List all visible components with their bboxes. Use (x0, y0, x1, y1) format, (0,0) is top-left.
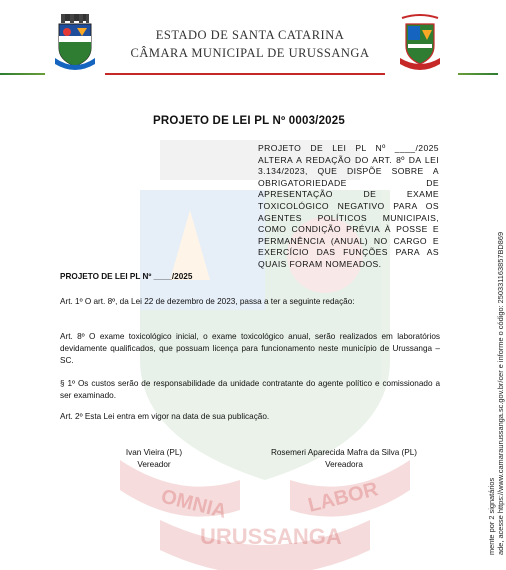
paragraph-1: § 1º Os custos serão de responsabilidade da unidade contratante do agente político e comissionado a ser examinado. (60, 379, 440, 400)
state-name: ESTADO DE SANTA CATARINA (155, 28, 345, 42)
signature-block-2 (262, 447, 426, 470)
signature-block-1 (112, 447, 196, 470)
article-2: Art. 2º Esta Lei entra em vigor na data de sua publicação. (60, 412, 270, 421)
watermark-ribbon-left: OMNIA (158, 485, 229, 523)
signatory-name: Ivan Vieira (PL) (125, 448, 183, 457)
municipal-coat-of-arms-logo (55, 14, 95, 70)
document-title: PROJETO DE LEI PL Nº 0003/2025 (153, 115, 345, 127)
watermark-ribbon-bottom: URUSSANGA (200, 524, 342, 549)
header-rule-right (458, 73, 498, 75)
legislative-seal-logo (396, 14, 444, 72)
letterhead-title (120, 28, 380, 61)
letterhead (0, 0, 498, 78)
signatory-name: Rosemeri Aparecida Mafra da Silva (PL) (270, 448, 418, 457)
header-rule-center (105, 73, 385, 75)
chamber-name: CÂMARA MUNICIPAL DE URUSSANGA (130, 46, 370, 60)
watermark-ribbon-right: LABOR (305, 478, 381, 517)
header-rule-left (0, 73, 45, 75)
bill-subheading: PROJETO DE LEI PL Nº ____/2025 (60, 272, 193, 281)
article-1: Art. 1º O art. 8º, da Lei 22 de dezembro de 2023, passa a ter a seguinte redação: (60, 297, 355, 306)
signatory-role: Vereador (137, 459, 171, 469)
digital-signature-stamp (487, 232, 506, 555)
stamp-line-2: ade, acesse https://www.camaraurussanga.sc.gov.br/cer e informe o código: 250331163857BD869 (496, 231, 506, 555)
signatory-role: Vereadora (325, 459, 363, 469)
article-8: Art. 8º O exame toxicológico inicial, o exame toxicológico anual, serão realizados em laboratórios devidamente qualificados, que possuam licença para funcionamento neste município de Urussanga – SC. (60, 332, 440, 365)
bill-summary: PROJETO DE LEI PL Nº ____/2025 ALTERA A REDAÇÃO DO ART. 8º DA LEI 3.134/2023, QUE DISPÕE SOBRE A OBRIGATORIEDADE DE APRESENTAÇÃO DE EXAME TOXICOLÓGICO NEGATIVO PARA OS AGENTES POLÍTICOS MUNICIPAIS, COMO CONDIÇÃO PRÉVIA À POSSE E PERMANÊNCIA (ANUAL) NO CARGO E EXERCÍCIO DAS FUNÇÕES PARA AS QUAIS FORAM NOMEADOS. (258, 143, 439, 269)
stamp-line-1: mente por 2 signatários (487, 477, 496, 555)
